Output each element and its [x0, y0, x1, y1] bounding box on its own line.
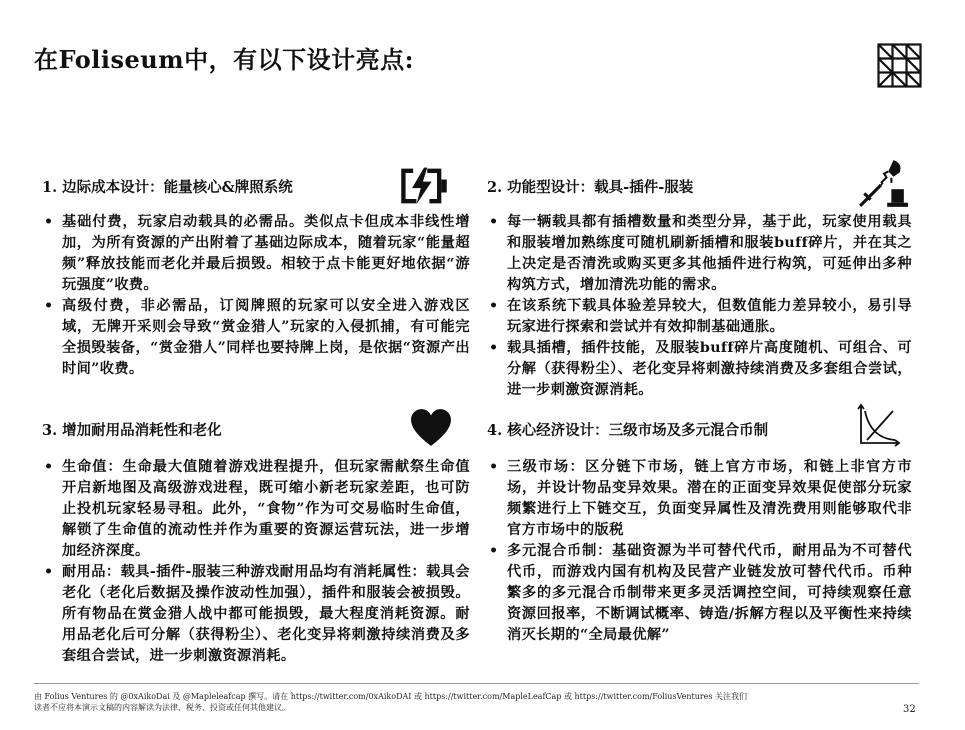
list-item: • 每一辆载具都有插槽数量和类型分异，基于此，玩家使用载具和服装增加熟练度可随机刷新插槽和服装buff碎片，并在其之上决定是否清洗或购买更多其他插件进行构筑，可延伸出多种构筑方式，增加清洗功能的需求。: [487, 212, 912, 296]
supply-demand-chart-icon: [857, 403, 901, 447]
list-item: • 三级市场：区分链下市场，链上官方市场，和链上非官方市场，并设计物品变异效果。潜在的正面变异效果促使部分玩家频繁进行上下链交互，负面变异属性及清洗费用则能够取代非官方市场中的版税: [487, 457, 912, 541]
list-item: • 多元混合币制：基础资源为半可替代代币，耐用品为不可替代代币，而游戏内国有机构及民营产业链发放可替代代币。币种繁多的多元混合币制带来更多灵活调控空间，可持续观察任意资源回报率，不断调试概率、铸造/拆解方程以及平衡性来持续消灭长期的“全局最优解”: [487, 541, 912, 646]
section-functional-design: [487, 176, 912, 396]
rocket-sword-hat-icon: [855, 158, 909, 210]
footer-divider: [34, 683, 919, 684]
section-title: 4. 核心经济设计：三级市场及多元混合币制: [487, 422, 769, 439]
triangle-grid-logo-icon: [877, 43, 922, 88]
list-item: • 基础付费，玩家启动载具的必需品。类似点卡但成本非线性增加，为所有资源的产出附着了基础边际成本，随着玩家“能量超频”释放技能而老化并最后损毁。相较于点卡能更好地依据“游玩强度”收费。: [42, 212, 470, 296]
page-title: 在Foliseum中，有以下设计亮点:: [34, 45, 414, 74]
list-item: • 在该系统下载具体验差异较大，但数值能力差异较小，易引导玩家进行探索和尝试并有效抑制基础通胀。: [487, 296, 912, 338]
heart-icon: [410, 409, 452, 447]
footer-disclaimer: [34, 691, 874, 713]
section-title: 2. 功能型设计：载具-插件-服装: [487, 179, 694, 196]
list-item: • 生命值：生命最大值随着游戏进程提升，但玩家需献祭生命值开启新地图及高级游戏进程，既可缩小新老玩家差距，也可防止投机玩家轻易寻租。此外，“食物”作为可交易临时生命值，解锁了生命值的流动性并作为重要的资源运营玩法，进一步增加经济深度。: [42, 457, 470, 562]
section-title: 3. 增加耐用品消耗性和老化: [42, 422, 222, 439]
page-number: 32: [903, 704, 916, 715]
section-title: 1. 边际成本设计：能量核心&牌照系统: [42, 179, 293, 196]
section-marginal-cost: [42, 176, 470, 376]
footer-notice: 读者不应将本演示文稿的内容解读为法律、税务、投资或任何其他建议。: [34, 703, 290, 712]
list-item: • 载具插槽，插件技能，及服装buff碎片高度随机、可组合、可分解（获得粉尘）、老化变异将刺激持续消费及多套组合尝试，进一步刺激资源消耗。: [487, 338, 912, 401]
list-item: • 耐用品：载具-插件-服装三种游戏耐用品均有消耗属性：载具会老化（老化后数据及操作波动性加强），插件和服装会被损毁。所有物品在赏金猎人战中都可能损毁，最大程度消耗资源。耐用品老化后可分解（获得粉尘）、老化变异将刺激持续消费及多套组合尝试，进一步刺激资源消耗。: [42, 562, 470, 667]
list-item: • 高级付费，非必需品，订阅牌照的玩家可以安全进入游戏区域，无牌开采则会导致“赏金猎人”玩家的入侵抓捕，有可能完全损毁装备，“赏金猎人”同样也要持牌上岗，是依据“资源产出时间”收费。: [42, 296, 470, 380]
section-core-economy: [487, 419, 912, 649]
section-durable-consumption: [42, 419, 470, 674]
battery-bolt-icon: [398, 166, 450, 206]
footer-authors: 由 Folius Ventures 的 @0xAikoDai 及 @Mapleleafcap 撰写。请在 https://twitter.com/0xAikoDAI 或 https://twitter.com/MapleLeafCap 或 https://twitter.com/FoliusVentures 关注我们: [34, 692, 748, 701]
